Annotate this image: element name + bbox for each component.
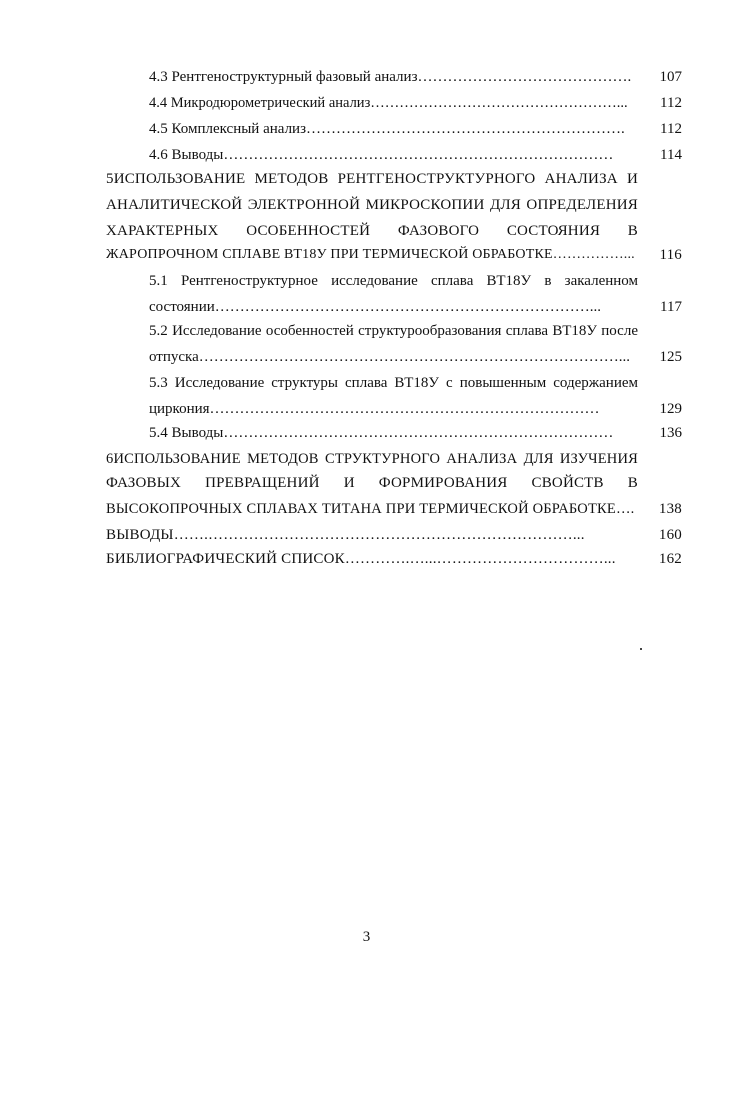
toc-chapter-title-line: 6ИСПОЛЬЗОВАНИЕ МЕТОДОВ СТРУКТУРНОГО АНАЛИЗА ДЛЯ ИЗУЧЕНИЯ [106, 451, 638, 467]
toc-entry-title: 5.2 Исследование особенностей структурообразования сплава ВТ18У после [149, 323, 638, 339]
toc-entry-title: состоянии…………………………………………………………………... [149, 299, 601, 315]
toc-entry-title: 4.5 Комплексный анализ………………………………………………………. [149, 121, 625, 137]
toc-entry-page: 136 [659, 425, 682, 441]
toc-entry-page: 138 [658, 501, 682, 517]
scan-speck [640, 648, 642, 650]
toc-entry-title: БИБЛИОГРАФИЧЕСКИЙ СПИСОК………….…...……………………………... [106, 551, 616, 567]
toc-chapter-title-line: 5ИСПОЛЬЗОВАНИЕ МЕТОДОВ РЕНТГЕНОСТРУКТУРНОГО АНАЛИЗА И [106, 171, 638, 187]
toc-chapter-title-line: ВЫСОКОПРОЧНЫХ СПЛАВАХ ТИТАНА ПРИ ТЕРМИЧЕСКОЙ ОБРАБОТКЕ…. [106, 501, 635, 517]
toc-entry-page: 114 [660, 147, 682, 163]
toc-entry-title: ВЫВОДЫ…….………………………………………………………………... [106, 527, 585, 543]
toc-entry-page: 129 [659, 401, 682, 417]
toc-entry-page: 117 [660, 299, 682, 315]
toc-chapter-title-line: АНАЛИТИЧЕСКОЙ ЭЛЕКТРОННОЙ МИКРОСКОПИИ ДЛЯ ОПРЕДЕЛЕНИЯ [106, 197, 638, 213]
toc-entry-page: 116 [659, 247, 682, 263]
toc-chapter-title-line: ЖАРОПРОЧНОМ СПЛАВЕ ВТ18У ПРИ ТЕРМИЧЕСКОЙ ОБРАБОТКЕ……………... [106, 247, 635, 262]
toc-chapter-title-line: ФАЗОВЫХ ПРЕВРАЩЕНИЙ И ФОРМИРОВАНИЯ СВОЙСТВ В [106, 475, 638, 491]
toc-entry-title: 4.3 Рентгеноструктурный фазовый анализ……………………………………. [149, 69, 632, 85]
toc-entry-page: 125 [659, 349, 682, 365]
toc-entry-title: циркония…………………………………………………………………… [149, 401, 600, 417]
toc-entry-title: 5.3 Исследование структуры сплава ВТ18У с повышенным содержанием [149, 375, 638, 391]
toc-entry-page: 112 [660, 121, 682, 137]
toc-entry-title: 4.6 Выводы…………………………………………………………………… [149, 147, 614, 163]
toc-entry-page: 162 [658, 551, 682, 567]
toc-entry-title: 5.1 Рентгеноструктурное исследование сплава ВТ18У в закаленном [149, 273, 638, 289]
toc-entry-title: 5.4 Выводы…………………………………………………………………… [149, 425, 614, 441]
toc-chapter-title-line: ХАРАКТЕРНЫХ ОСОБЕННОСТЕЙ ФАЗОВОГО СОСТОЯНИЯ В [106, 223, 638, 239]
toc-entry-page: 160 [658, 527, 682, 543]
page-number: 3 [362, 929, 371, 945]
toc-entry-page: 112 [660, 95, 682, 111]
toc-entry-page: 107 [659, 69, 682, 85]
toc-entry-title: отпуска…………………………………………………………………………... [149, 349, 631, 365]
toc-entry-title: 4.4 Микродюрометрический анализ……………………………………………... [149, 95, 628, 111]
